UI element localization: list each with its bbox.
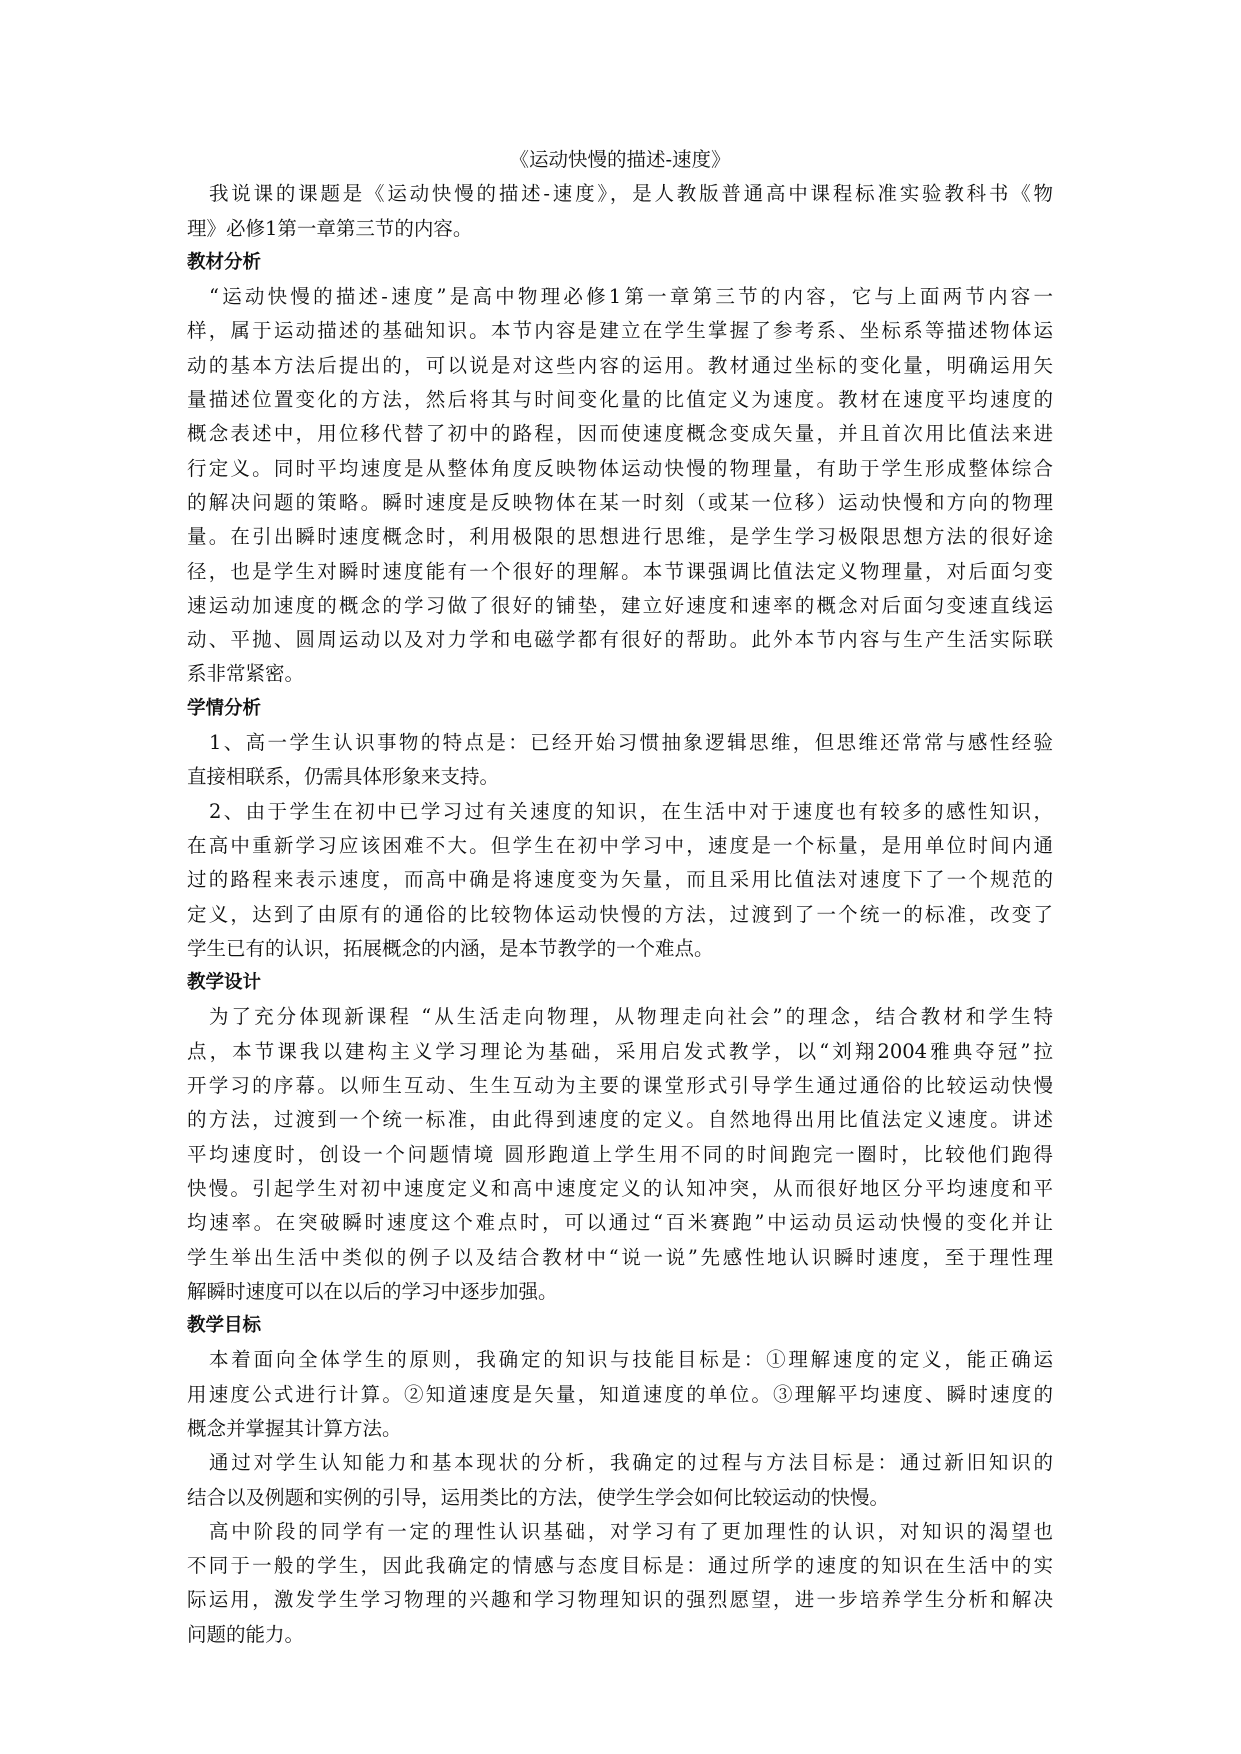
text-line: 的解决问题的策略。瞬时速度是反映物体在某一时刻（或某一位移）运动快慢和方向的物理: [187, 490, 1053, 514]
paragraph: [187, 1446, 1053, 1515]
text-line: 学生举出生活中类似的例子以及结合教材中“说一说”先感性地认识瞬时速度，至于理性理: [187, 1245, 1053, 1269]
text-line: 问题的能力。: [187, 1622, 305, 1646]
text-line: 均速率。在突破瞬时速度这个难点时，可以通过“百米赛跑”中运动员运动快慢的变化并让: [187, 1211, 1053, 1235]
text-line: 我说课的课题是《运动快慢的描述-速度》，是人教版普通高中课程标准实验教科书《物: [209, 182, 1053, 206]
text-line: 快慢。引起学生对初中速度定义和高中速度定义的认知冲突，从而很好地区分平均速度和平: [187, 1176, 1053, 1200]
text-line: 点，本节课我以建构主义学习理论为基础，采用启发式教学，以“刘翔2004雅典夺冠”拉: [187, 1039, 1053, 1063]
text-line: 动的基本方法后提出的，可以说是对这些内容的运用。教材通过坐标的变化量，明确运用矢: [187, 353, 1053, 377]
text-line: 通过对学生认知能力和基本现状的分析，我确定的过程与方法目标是：通过新旧知识的: [209, 1451, 1053, 1475]
text-line: 系非常紧密。: [187, 662, 305, 686]
document-page: [187, 143, 1053, 1652]
paragraph: [187, 1000, 1053, 1309]
text-line: 平均速度时，创设一个问题情境 圆形跑道上学生用不同的时间跑完一圈时，比较他们跑得: [187, 1142, 1053, 1166]
text-line: 高中阶段的同学有一定的理性认识基础，对学习有了更加理性的认识，对知识的渴望也: [209, 1519, 1053, 1543]
section-heading: 教学设计: [187, 972, 262, 994]
text-line: 在高中重新学习应该困难不大。但学生在初中学习中，速度是一个标量，是用单位时间内通: [187, 833, 1053, 857]
text-line: 量描述位置变化的方法，然后将其与时间变化量的比值定义为速度。教材在速度平均速度的: [187, 388, 1053, 412]
text-line: 1、高一学生认识事物的特点是：已经开始习惯抽象逻辑思维，但思维还常常与感性经验: [209, 731, 1053, 755]
text-line: 直接相联系，仍需具体形象来支持。: [187, 765, 500, 789]
text-line: 理》必修1第一章第三节的内容。: [187, 216, 473, 240]
section: [187, 692, 1053, 966]
paragraph: [187, 1343, 1053, 1446]
document-body: [187, 177, 1053, 1652]
paragraph: [187, 726, 1053, 795]
text-line: 用速度公式进行计算。②知道速度是矢量，知道速度的单位。③理解平均速度、瞬时速度的: [187, 1382, 1053, 1406]
text-line: 概念并掌握其计算方法。: [187, 1416, 402, 1440]
text-line: 过的路程来表示速度，而高中确是将速度变为矢量，而且采用比值法对速度下了一个规范的: [187, 868, 1053, 892]
text-line: 不同于一般的学生，因此我确定的情感与态度目标是：通过所学的速度的知识在生活中的实: [187, 1554, 1053, 1578]
text-line: 行定义。同时平均速度是从整体角度反映物体运动快慢的物理量，有助于学生形成整体综合: [187, 456, 1053, 480]
section: [187, 177, 1053, 246]
section: [187, 1309, 1053, 1652]
text-line: 定义，达到了由原有的通俗的比较物体运动快慢的方法，过渡到了一个统一的标准，改变了: [187, 902, 1053, 926]
text-line: 际运用，激发学生学习物理的兴趣和学习物理知识的强烈愿望，进一步培养学生分析和解决: [187, 1588, 1053, 1612]
text-line: 速运动加速度的概念的学习做了很好的铺垫，建立好速度和速率的概念对后面匀变速直线运: [187, 593, 1053, 617]
text-line: 动、平抛、圆周运动以及对力学和电磁学都有很好的帮助。此外本节内容与生产生活实际联: [187, 628, 1053, 652]
text-line: 2、由于学生在初中已学习过有关速度的知识，在生活中对于速度也有较多的感性知识，: [209, 799, 1053, 823]
section-heading: 教材分析: [187, 251, 262, 273]
text-line: 开学习的序幕。以师生互动、生生互动为主要的课堂形式引导学生通过通俗的比较运动快慢: [187, 1074, 1053, 1098]
paragraph: [187, 280, 1053, 692]
text-line: 量。在引出瞬时速度概念时，利用极限的思想进行思维，是学生学习极限思想方法的很好途: [187, 525, 1053, 549]
text-line: 解瞬时速度可以在以后的学习中逐步加强。: [187, 1279, 558, 1303]
section-heading: 学情分析: [187, 697, 262, 719]
document-title: 《运动快慢的描述-速度》: [509, 148, 731, 171]
paragraph: [187, 795, 1053, 966]
section-heading: 教学目标: [187, 1315, 262, 1337]
text-line: “运动快慢的描述-速度”是高中物理必修1第一章第三节的内容，它与上面两节内容一: [209, 285, 1053, 309]
text-line: 概念表述中，用位移代替了初中的路程，因而使速度概念变成矢量，并且首次用比值法来进: [187, 422, 1053, 446]
paragraph: [187, 1515, 1053, 1652]
text-line: 结合以及例题和实例的引导，运用类比的方法，使学生学会如何比较运动的快慢。: [187, 1485, 890, 1509]
paragraph: [187, 177, 1053, 246]
text-line: 径，也是学生对瞬时速度能有一个很好的理解。本节课强调比值法定义物理量，对后面匀变: [187, 559, 1053, 583]
text-line: 的方法，过渡到一个统一标准，由此得到速度的定义。自然地得出用比值法定义速度。讲述: [187, 1108, 1053, 1132]
text-line: 学生已有的认识，拓展概念的内涵，是本节教学的一个难点。: [187, 936, 714, 960]
text-line: 本着面向全体学生的原则，我确定的知识与技能目标是：①理解速度的定义，能正确运: [209, 1348, 1053, 1372]
section: [187, 966, 1053, 1309]
text-line: 样，属于运动描述的基础知识。本节内容是建立在学生掌握了参考系、坐标系等描述物体运: [187, 319, 1053, 343]
text-line: 为了充分体现新课程 “从生活走向物理，从物理走向社会”的理念，结合教材和学生特: [209, 1005, 1053, 1029]
section: [187, 246, 1053, 692]
